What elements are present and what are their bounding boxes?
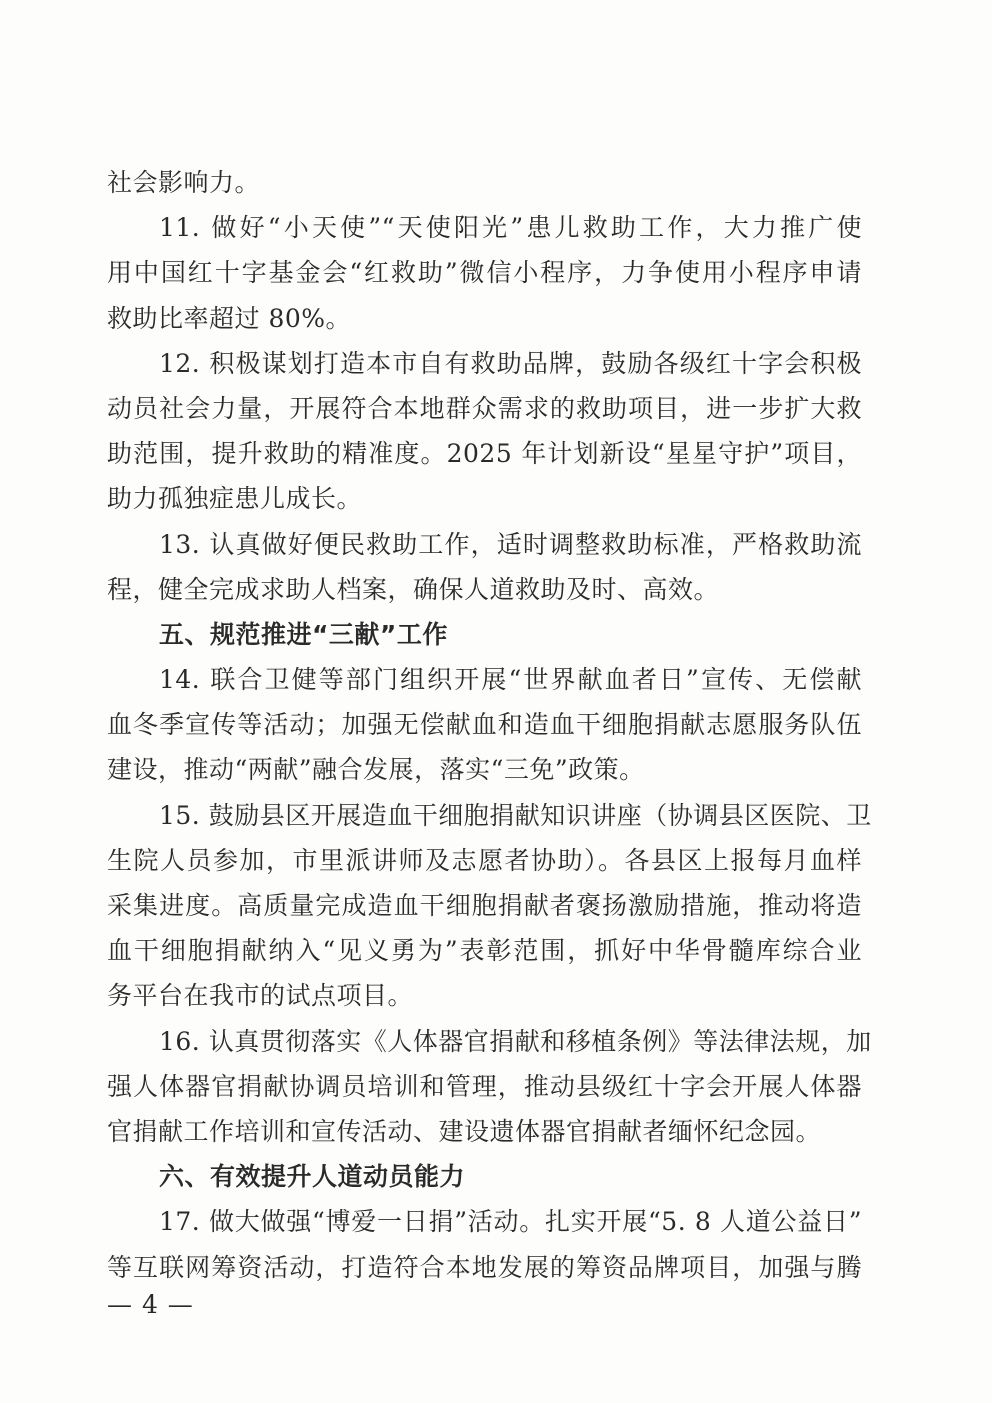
text-line: 11. 做好“小天使”“天使阳光”患儿救助工作，大力推广使 bbox=[159, 213, 862, 243]
text-line: 16. 认真贯彻落实《人体器官捐献和移植条例》等法律法规，加 bbox=[159, 1026, 872, 1056]
text-line: 等互联网筹资活动，打造符合本地发展的筹资品牌项目，加强与腾 bbox=[107, 1252, 862, 1282]
section-heading: 六、有效提升人道动员能力 bbox=[159, 1162, 466, 1192]
text-line: 13. 认真做好便民救助工作，适时调整救助标准，严格救助流 bbox=[159, 529, 862, 559]
text-line: 社会影响力。 bbox=[107, 168, 261, 197]
text-line: 助力孤独症患儿成长。 bbox=[107, 484, 363, 514]
text-line: 用中国红十字基金会“红救助”微信小程序，力争使用小程序申请 bbox=[107, 258, 862, 288]
text-line: 动员社会力量，开展符合本地群众需求的救助项目，进一步扩大救 bbox=[107, 393, 862, 423]
text-line: 助范围，提升救助的精准度。2025 年计划新设“星星守护”项目， bbox=[107, 439, 862, 469]
text-line: 务平台在我市的试点项目。 bbox=[107, 981, 414, 1011]
body-text bbox=[107, 160, 872, 1290]
text-line: 15. 鼓励县区开展造血干细胞捐献知识讲座（协调县区医院、卫 bbox=[159, 800, 872, 830]
text-line: 14. 联合卫健等部门组织开展“世界献血者日”宣传、无偿献 bbox=[159, 665, 862, 695]
text-line: 血干细胞捐献纳入“见义勇为”表彰范围，抓好中华骨髓库综合业 bbox=[107, 936, 862, 966]
text-line: 生院人员参加，市里派讲师及志愿者协助）。各县区上报每月血样 bbox=[107, 845, 862, 875]
text-line: 强人体器官捐献协调员培训和管理，推动县级红十字会开展人体器 bbox=[107, 1071, 862, 1101]
page-number: — 4 — bbox=[107, 1290, 194, 1319]
text-line: 官捐献工作培训和宣传活动、建设遗体器官捐献者缅怀纪念园。 bbox=[107, 1116, 822, 1146]
text-line: 17. 做大做强“博爱一日捐”活动。扎实开展“5. 8 人道公益日” bbox=[159, 1207, 862, 1237]
text-line: 血冬季宣传等活动；加强无偿献血和造血干细胞捐献志愿服务队伍 bbox=[107, 710, 862, 740]
text-line: 救助比率超过 80%。 bbox=[107, 303, 352, 333]
section-heading: 五、规范推进“三献”工作 bbox=[159, 619, 448, 649]
text-line: 12. 积极谋划打造本市自有救助品牌，鼓励各级红十字会积极 bbox=[159, 348, 862, 378]
text-line: 程，健全完成求助人档案，确保人道救助及时、高效。 bbox=[107, 574, 720, 604]
text-line: 采集进度。高质量完成造血干细胞捐献者褒扬激励措施，推动将造 bbox=[107, 891, 862, 920]
text-line: 建设，推动“两献”融合发展，落实“三免”政策。 bbox=[107, 755, 645, 785]
